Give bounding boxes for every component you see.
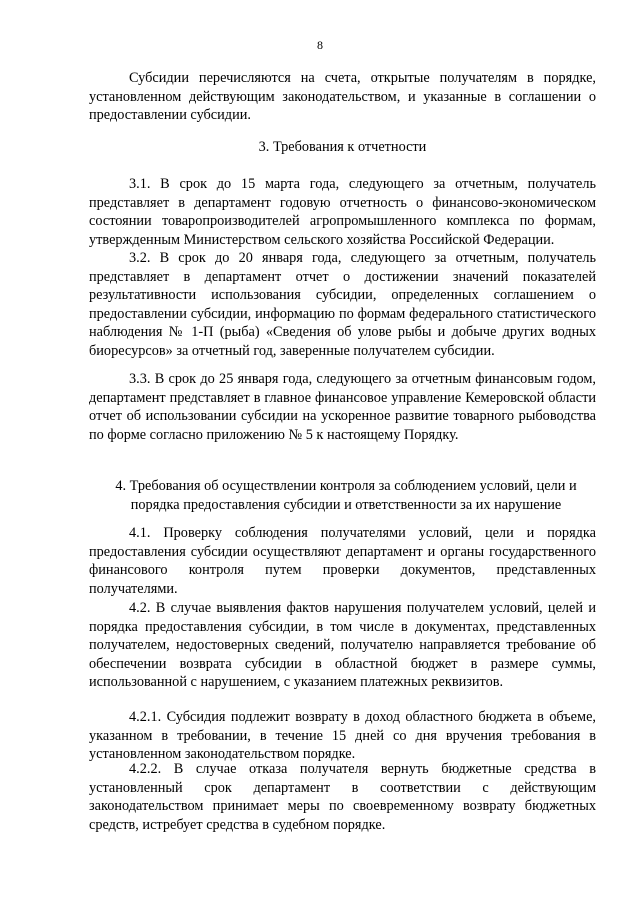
paragraph-3-3: 3.3. В срок до 25 января года, следующего за отчетным финансовым годом, департамент представляет в главное финансовое управление Кемеровской области отчет об использовании субсидии на ускоренное развитие товарного рыбоводства по форме согласно приложению № 5 к настоящему Порядку. bbox=[89, 371, 596, 443]
section-3-heading: 3. Требования к отчетности bbox=[258, 139, 427, 155]
page-number: 8 bbox=[317, 38, 323, 52]
paragraph-4-2-1: 4.2.1. Субсидия подлежит возврату в доход областного бюджета в объеме, указанном в требовании, в течение 15 дней со дня вручения требования в установленном законодательством порядке. bbox=[89, 709, 596, 763]
section-4-heading bbox=[96, 477, 596, 514]
paragraph-4-2-2: 4.2.2. В случае отказа получателя вернуть бюджетные средства в установленный срок департамент в соответствии с действующим законодательством принимает меры по своевременному возврату бюджетных средств, истребует средства в судебном порядке. bbox=[89, 761, 596, 833]
section-4-heading-line-2: порядка предоставления субсидии и ответственности за их нарушение bbox=[130, 496, 562, 513]
paragraph-4-2: 4.2. В случае выявления фактов нарушения получателем условий, целей и порядка предоставления субсидии, в том числе в документах, представленных получателем, недостоверных сведений, получателю направляется требование об обеспечении возврата субсидии в областной бюджет в размере суммы, использованной с нарушением, с указанием платежных реквизитов. bbox=[89, 600, 596, 691]
section-4-heading-line-1: 4. Требования об осуществлении контроля за соблюдением условий, цели и bbox=[115, 478, 577, 494]
paragraph-intro: Субсидии перечисляются на счета, открытые получателям в порядке, установленном действующим законодательством, и указанные в соглашении о предоставлении субсидии. bbox=[89, 70, 596, 124]
paragraph-3-2: 3.2. В срок до 20 января года, следующего за отчетным, получатель представляет в департамент отчет о достижении значений показателей результативности использования субсидии, определенных соглашением о предоставлении субсидии, информацию по формам федерального статистического наблюдения № 1-П (рыба) «Сведения об улове рыбы и добыче других водных биоресурсов» за отчетный год, заверенные получателем субсидии. bbox=[89, 250, 596, 359]
paragraph-4-1: 4.1. Проверку соблюдения получателями условий, цели и порядка предоставления субсидии осуществляют департамент и органы государственного финансового контроля путем проверки документов, представленных получателями. bbox=[89, 525, 596, 597]
paragraph-3-1: 3.1. В срок до 15 марта года, следующего за отчетным, получатель представляет в департамент годовую отчетность о финансово-экономическом состоянии товаропроизводителей агропромышленного комплекса по формам, утвержденным Министерством сельского хозяйства Российской Федерации. bbox=[89, 176, 596, 248]
